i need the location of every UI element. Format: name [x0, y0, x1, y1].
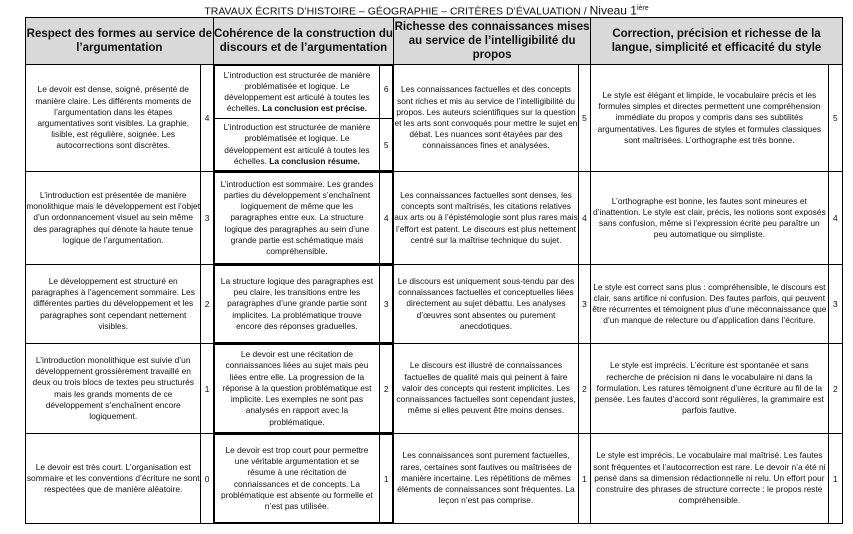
score-cell: 3	[578, 265, 590, 344]
coherence-subtable	[214, 344, 394, 433]
title-text: TRAVAUX ÉCRITS D’HISTOIRE – GÉOGRAPHIE – CRITÈRES D’ÉVALUATION /	[204, 5, 587, 18]
criterion-cell: Le style est imprécis. Le vocabulaire mal maîtrisé. Les fautes sont fréquentes et l’autocorrection est rare. Le devoir n’a été ni pensé dans sa dimension rédactionnelle ni relu. Un effort pour construire des phrases de structure correcte : le propos reste compréhensible.	[591, 434, 829, 524]
coherence-subtable	[214, 434, 394, 523]
subrow	[214, 266, 393, 343]
criterion-cell: L’introduction est présentée de manière monolithique mais le développement est l’objet d’un ordonnancement visuel au sein même des paragraphes qui dénote la haute tenue logique de l’argumentation.	[26, 172, 201, 265]
score-cell: 4	[578, 172, 590, 265]
coherence-subtable	[214, 65, 394, 171]
subrow	[214, 66, 393, 119]
criterion-split-cell	[213, 172, 394, 265]
criterion-cell: La structure logique des paragraphes est peu claire, les transitions entre les paragraphes d’une grande partie sont implicites. La problématique trouve encore des réponses graduelles.	[214, 266, 380, 343]
column-header-language: Correction, précision et richesse de la langue, simplicité et efficacité du style	[591, 18, 843, 65]
criterion-cell: Le développement est structuré en paragraphes à l’agencement sommaire. Les différentes parties du développement et les paragraphes sont cependant nettement visibles.	[26, 265, 201, 344]
criterion-split-cell	[213, 65, 394, 172]
criterion-cell: L’introduction est sommaire. Les grandes parties du développement s’enchaînent logiquement de même que les paragraphes entre eux. La structure logique des paragraphes au sein d’une grande partie est schématique mais compréhensible.	[214, 173, 380, 264]
score-cell: 2	[380, 345, 393, 433]
score-cell: 1	[578, 434, 590, 524]
criterion-cell: Le discours est illustré de connaissances factuelles de qualité mais qui peinent à faire valoir des concepts qui restent implicites. Les connaissances factuelles sont cependant justes, même si elles peuvent être moins denses.	[394, 344, 579, 434]
subrow	[214, 173, 393, 264]
score-cell: 0	[201, 434, 213, 524]
criterion-cell: Le devoir est trop court pour permettre une véritable argumentation et se résume à une récitation de connaissances et de concepts. La problématique est absente ou formelle et n’est pas utilisée.	[214, 435, 380, 523]
score-cell: 1	[201, 344, 213, 434]
score-cell: 2	[828, 344, 842, 434]
table-row	[26, 265, 843, 344]
evaluation-rubric-table	[25, 17, 843, 524]
criterion-cell: L’orthographe est bonne, les fautes sont mineures et d’inattention. Le style est clair, précis, les notions sont exposés sans confusion, même si l’expression écrite peu paraître un peu automatique ou simpliste.	[591, 172, 829, 265]
score-cell: 3	[380, 266, 393, 343]
level-superscript: ière	[636, 5, 649, 12]
header-row	[26, 18, 843, 65]
score-cell: 5	[380, 119, 393, 171]
score-cell: 1	[828, 434, 842, 524]
criterion-cell	[214, 119, 380, 171]
score-cell: 5	[828, 65, 842, 172]
criterion-cell: Le style est imprécis. L’écriture est spontanée et sans recherche de précision ni dans le vocabulaire ni dans la formulation. Les ratures témoignent d’une écriture au fil de la pensée. Les fautes d’accord sont régulières, la grammaire est parfois fautive.	[591, 344, 829, 434]
score-cell: 5	[578, 65, 590, 172]
criterion-cell: Les connaissances factuelles sont denses, les concepts sont maîtrisés, les citations relatives aux arts ou à l’épistémologie sont plus rares mais l’effort est patent. Le discours est plus nettement centré sur la maîtrise technique du sujet.	[394, 172, 579, 265]
criterion-split-cell	[213, 434, 394, 524]
level-label: Niveau 1	[589, 3, 637, 18]
criterion-cell: Le style est correct sans plus : compréhensible, le discours est clair, sans artifice ni confusion. Des fautes parfois, qui peuvent être récurrentes et témoignent plus d’une méconnaissance que d’un manque de relecture ou d’application dans l’écriture.	[591, 265, 829, 344]
score-cell: 4	[380, 173, 393, 264]
criterion-cell: L’introduction monolithique est suivie d’un développement grossièrement travaillé en deux ou trois blocs de textes peu structurés mais les grands moments de ce développement s’enchaînent encore logiquement.	[26, 344, 201, 434]
score-cell: 4	[201, 65, 213, 172]
score-cell: 2	[578, 344, 590, 434]
subrow	[214, 345, 393, 433]
score-cell: 3	[828, 265, 842, 344]
score-cell: 3	[201, 172, 213, 265]
table-row	[26, 434, 843, 524]
table-row	[26, 172, 843, 265]
score-cell: 6	[380, 66, 393, 119]
score-cell: 1	[380, 435, 393, 523]
criterion-cell: Le devoir est très court. L’organisation est sommaire et les conventions d’écriture ne sont respectées que de manière aléatoire.	[26, 434, 201, 524]
page-title	[0, 0, 853, 18]
coherence-subtable	[214, 265, 394, 343]
subrow	[214, 435, 393, 523]
score-cell: 2	[201, 265, 213, 344]
criterion-text: L’introduction est structurée de manière problématisée et logique. Le développement est articulé à toutes les échelles.	[223, 122, 371, 166]
column-header-coherence: Cohérence de la construction du discours et de l’argumentation	[213, 18, 394, 65]
criterion-bold-text: La conclusion est précise.	[262, 103, 367, 114]
criterion-cell: Le style est élégant et limpide, le vocabulaire précis et les formules simples et directes permettent une compréhension immédiate du propos y compris dans ses subtilités argumentatives. Les figures de styles et formules classiques sont maîtrisées. L’orthographe est très bonne.	[591, 65, 829, 172]
criterion-cell: Le devoir est dense, soigné, présenté de manière claire. Les différents moments de l’argumentation dans les étapes argumentatives sont visibles. La graphie, lisible, est régulière, soignée. Les autocorrections sont discrètes.	[26, 65, 201, 172]
criterion-text: L’introduction est structurée de manière problématisée et logique. Le développement est articulé à toutes les échelles.	[223, 69, 371, 114]
table-row	[26, 344, 843, 434]
table-row	[26, 65, 843, 172]
criterion-cell: Le devoir est une récitation de connaissances liées au sujet mais peu liées entre elle. La progression de la réponse à la question problématique est implicite. Les exemples ne sont pas analysés en rapport avec la problématique.	[214, 345, 380, 433]
criterion-split-cell	[213, 265, 394, 344]
criterion-split-cell	[213, 344, 394, 434]
criterion-bold-text: La conclusion résume.	[269, 155, 360, 166]
criterion-cell: Les connaissances sont purement factuelles, rares, certaines sont fautives ou maîtrisées de manière incertaine. Les répétitions de mêmes éléments de connaissances sont fréquentes. La leçon n’est pas comprise.	[394, 434, 579, 524]
criterion-cell: Les connaissances factuelles et des concepts sont riches et mis au service de l’intelligibilité du propos. Les auteurs scientifiques sur la question et les arts sont convoqués pour mettre le sujet en débat. Les nuances sont étayées par des connaissances fines et analysées.	[394, 65, 579, 172]
column-header-forms: Respect des formes au service de l’argumentation	[26, 18, 214, 65]
criterion-cell	[214, 66, 380, 119]
criterion-cell: Le discours est uniquement sous-tendu par des connaissances factuelles et conceptuelles liées directement au sujet débattu. Les analyses d’œuvres sont absentes ou purement anecdotiques.	[394, 265, 579, 344]
coherence-subtable	[214, 172, 394, 264]
column-header-knowledge: Richesse des connaissances mises au service de l’intelligibilité du propos	[394, 18, 591, 65]
score-cell: 4	[828, 172, 842, 265]
subrow	[214, 119, 393, 171]
